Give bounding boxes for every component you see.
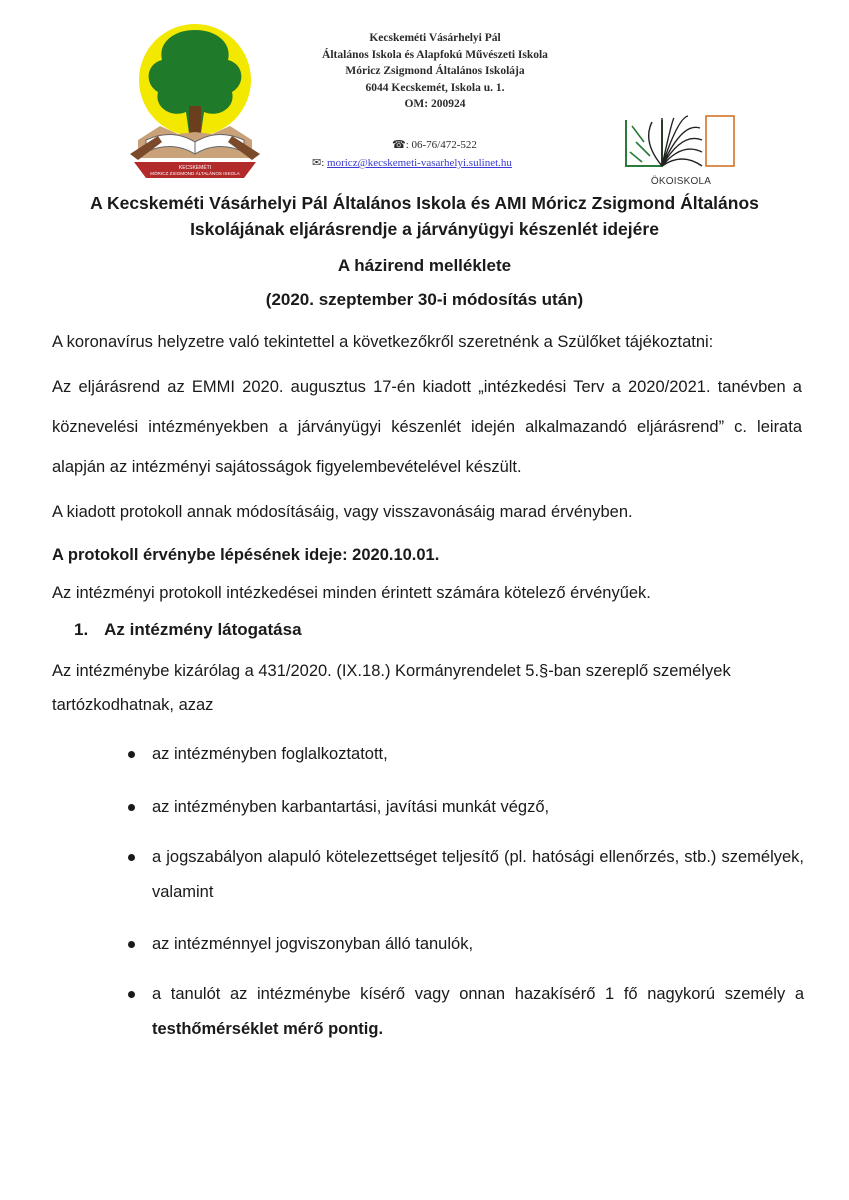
letterhead-line: 6044 Kecskemét, Iskola u. 1. [365, 81, 505, 94]
list-item-text: az intézményben karbantartási, javítási munkát végző, [152, 798, 550, 816]
list-item [128, 737, 804, 772]
school-logo [120, 22, 270, 182]
list-item-text: az intézménnyel jogviszonyban álló tanulók, [152, 935, 474, 953]
visitors-paragraph: Az intézménybe kizárólag a 431/2020. (IX.18.) Kormányrendelet 5.§-ban szereplő személyek tartózkodhatnak, azaz [52, 662, 731, 714]
envelope-icon: ✉ [312, 157, 322, 169]
obligation-paragraph: Az intézményi protokoll intézkedései minden érintett számára kötelező érvényűek. [52, 584, 651, 602]
document-subtitle: A házirend melléklete [337, 256, 512, 275]
phone-number: 06-76/472-522 [411, 139, 477, 151]
validity-paragraph: A kiadott protokoll annak módosításáig, vagy visszavonásáig marad érvényben. [52, 503, 633, 521]
section-heading [74, 620, 302, 640]
list-item [128, 840, 804, 910]
bullet-icon [128, 941, 135, 948]
email-row: ✉: moricz@kecskemeti-vasarhelyi.sulinet.hu [312, 157, 512, 169]
letterhead-contact [300, 136, 600, 172]
section-number: 1. [74, 620, 89, 639]
bullet-icon [128, 991, 135, 998]
letterhead-address [270, 30, 600, 113]
bullet-icon [128, 751, 135, 758]
title-line: Iskolájának eljárásrendje a járványügyi készenlét idejére [190, 219, 659, 239]
list-item [128, 977, 804, 1047]
section-title: Az intézmény látogatása [104, 620, 302, 639]
bullet-icon [128, 804, 135, 811]
effective-date: A protokoll érvénybe lépésének ideje: 2020.10.01. [52, 546, 440, 564]
revision-note: (2020. szeptember 30-i módosítás után) [265, 290, 584, 309]
svg-text:MÓRICZ ZSIGMOND ÁLTALÁNOS ISKO: MÓRICZ ZSIGMOND ÁLTALÁNOS ISKOLA [150, 171, 240, 176]
list-item-bold-part: testhőmérséklet mérő pontig. [152, 1020, 384, 1038]
email-link[interactable]: moricz@kecskemeti-vasarhelyi.sulinet.hu [327, 157, 512, 169]
list-item-text: a jogszabályon alapuló kötelezettséget teljesítő (pl. hatósági ellenőrzés, stb.) személyek, valamint [152, 848, 804, 901]
list-item-text-part: a tanulót az intézménybe kísérő vagy onnan hazakísérő 1 fő nagykorú személy a [152, 985, 804, 1003]
phone-row: ☎: 06-76/472-522 [392, 139, 477, 151]
basis-paragraph: Az eljárásrend az EMMI 2020. augusztus 17-én kiadott „intézkedési Terv a 2020/2021. tanévben a köznevelési intézményekben a járványügyi készenlét idején alkalmazandó eljárásrend” c. leirata alapján az intézményi sajátosságok figyelembevételével készült. [52, 378, 802, 476]
letterhead-line: Kecskeméti Vásárhelyi Pál [369, 32, 501, 44]
bullet-icon [128, 854, 135, 861]
letterhead-line: Móricz Zsigmond Általános Iskolája [345, 65, 525, 77]
title-line: A Kecskeméti Vásárhelyi Pál Általános Iskola és AMI Móricz Zsigmond Általános [90, 193, 759, 213]
letterhead-line: OM: 200924 [404, 98, 466, 110]
intro-paragraph: A koronavírus helyzetre való tekintettel a következőkről szeretnénk a Szülőket tájékoztatni: [52, 333, 714, 351]
list-item [128, 790, 804, 825]
list-item-text: az intézményben foglalkoztatott, [152, 745, 388, 763]
list-item [128, 927, 804, 962]
svg-text:KECSKEMÉTI: KECSKEMÉTI [178, 165, 212, 171]
letterhead-line: Általános Iskola és Alapfokú Művészeti Iskola [322, 48, 548, 61]
eco-school-label: ÖKOISKOLA [650, 176, 712, 187]
list-item-text [152, 977, 804, 1047]
phone-icon: ☎ [392, 139, 406, 151]
document-title [40, 190, 809, 242]
